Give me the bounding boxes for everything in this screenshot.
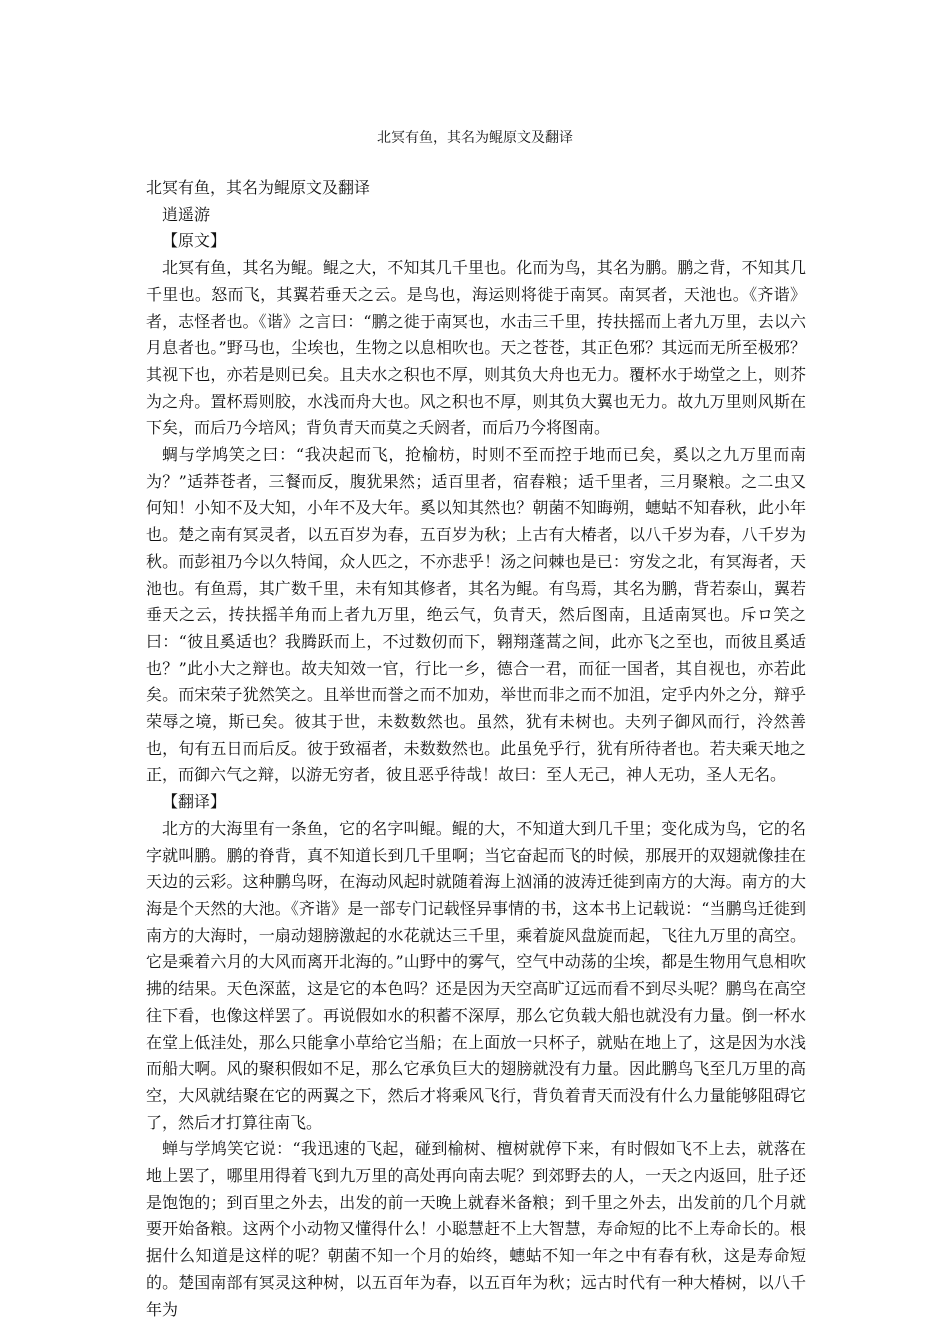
paragraph: 北方的大海里有一条鱼，它的名字叫鲲。鲲的大，不知道大到几千里；变化成为鸟，它的名字就叫鹏。鹏的脊背，真不知道长到几千里啊；当它奋起而飞的时候，那展开的双翅就像挂在天边的云彩。这种鹏鸟呀，在海动风起时就随着海上汹涌的波涛迁徙到南方的大海。南方的大海是个天然的大池。《齐谐》是一部专门记载怪异事情的书，这本书上记载说：“当鹏鸟迁徙到南方的大海时，一扇动翅膀激起的水花就达三千里，乘着旋风盘旋而起，飞往九万里的高空。它是乘着六月的大风而离开北海的。”山野中的雾气，空气中动荡的尘埃，都是生物用气息相吹拂的结果。天色深蓝，这是它的本色吗？还是因为天空高旷辽远而看不到尽头呢？鹏鸟在高空往下看，也像这样罢了。再说假如水的积蓄不深厚，那么它负载大船也就没有力量。倒一杯水在堂上低洼处，那么只能拿小草给它当船；在上面放一只杯子，就贴在地上了，这是因为水浅而船大啊。风的聚积假如不足，那么它承负巨大的翅膀就没有力量。因此鹏鸟飞至几万里的高空，大风就结聚在它的两翼之下，然后才将乘风飞行，背负着青天而没有什么力量能够阻碍它了，然后才打算往南飞。 <box>146 818 806 1132</box>
document-title: 北冥有鱼，其名为鲲原文及翻译 <box>377 130 573 146</box>
paragraph: 蜩与学鸠笑之曰：“我决起而飞，抢榆枋，时则不至而控于地而已矣，奚以之九万里而南为？”适莽苍者，三餐而反，腹犹果然；适百里者，宿舂粮；适千里者，三月聚粮。之二虫又何知！小知不及大知，小年不及大年。奚以知其然也？朝菌不知晦朔，蟪蛄不知春秋，此小年也。楚之南有冥灵者，以五百岁为春，五百岁为秋；上古有大椿者，以八千岁为春，八千岁为秋。而彭祖乃今以久特闻，众人匹之，不亦悲乎！汤之问棘也是已：穷发之北，有冥海者，天池也。有鱼焉，其广数千里，未有知其修者，其名为鲲。有鸟焉，其名为鹏，背若泰山，翼若垂天之云，抟扶摇羊角而上者九万里，绝云气，负青天，然后图南，且适南冥也。斥ロ笑之曰：“彼且奚适也？我腾跃而上，不过数仞而下，翱翔蓬蒿之间，此亦飞之至也，而彼且奚适也？”此小大之辩也。故夫知效一官，行比一乡，德合一君，而征一国者，其自视也，亦若此矣。而宋荣子犹然笑之。且举世而誉之而不加劝，举世而非之而不加沮，定乎内外之分，辩乎荣辱之境，斯已矣。彼其于世，未数数然也。虽然，犹有未树也。夫列子御风而行，泠然善也，旬有五日而后反。彼于致福者，未数数然也。此虽免乎行，犹有所待者也。若夫乘天地之正，而御六气之辩，以游无穷者，彼且恶乎待哉！故曰：至人无己，神人无功，圣人无名。 <box>146 445 806 785</box>
section-heading: 【翻译】 <box>162 792 227 812</box>
section-heading: 逍遥游 <box>162 204 211 224</box>
paragraph: 北冥有鱼，其名为鲲。鲲之大，不知其几千里也。化而为鸟，其名为鹏。鹏之背，不知其几千里也。怒而飞，其翼若垂天之云。是鸟也，海运则将徙于南冥。南冥者，天池也。《齐谐》者，志怪者也。《谐》之言曰：“鹏之徙于南冥也，水击三千里，抟扶摇而上者九万里，去以六月息者也。”野马也，尘埃也，生物之以息相吹也。天之苍苍，其正色邪？其远而无所至极邪？其视下也，亦若是则已矣。且夫水之积也不厚，则其负大舟也无力。覆杯水于坳堂之上，则芥为之舟。置杯焉则胶，水浅而舟大也。风之积也不厚，则其负大翼也无力。故九万里则风斯在下矣，而后乃今培风；背负青天而莫之夭阏者，而后乃今将图南。 <box>146 258 806 438</box>
paragraph: 北冥有鱼，其名为鲲原文及翻译 <box>146 178 371 197</box>
paragraph: 蝉与学鸠笑它说：“我迅速的飞起，碰到榆树、檀树就停下来，有时假如飞不上去，就落在地上罢了，哪里用得着飞到九万里的高处再向南去呢？到郊野去的人，一天之内返回，肚子还是饱饱的；到百里之外去，出发的前一天晚上就舂米备粮；到千里之外去，出发前的几个月就要开始备粮。这两个小动物又懂得什么！小聪慧赶不上大智慧，寿命短的比不上寿命长的。根据什么知道是这样的呢？朝菌不知一个月的始终，蟪蛄不知一年之中有春有秋，这是寿命短的。楚国南部有冥灵这种树，以五百年为春，以五百年为秋；远古时代有一种大椿树，以八千年为 <box>146 1139 806 1319</box>
document-body <box>146 175 806 1323</box>
section-heading: 【原文】 <box>162 231 227 251</box>
